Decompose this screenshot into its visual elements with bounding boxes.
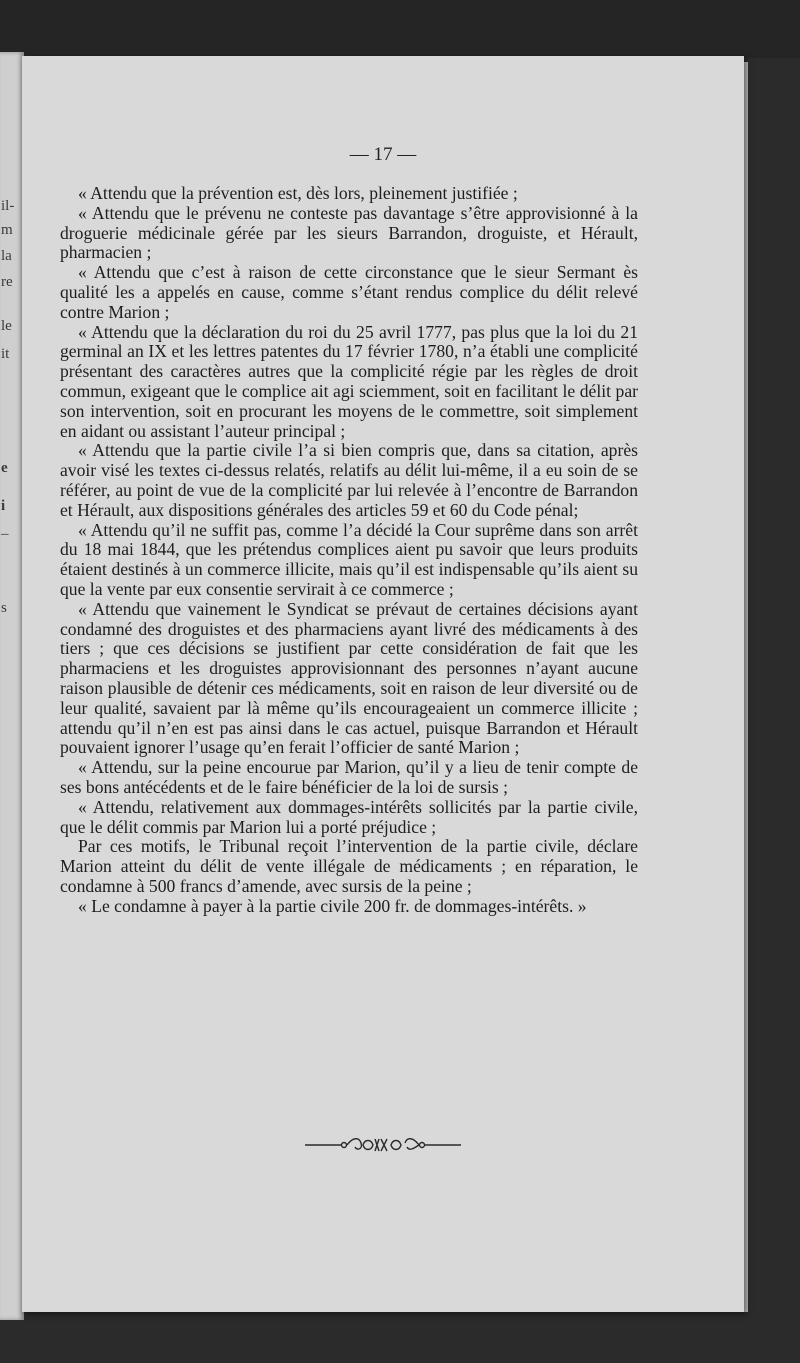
left-fragment: re	[1, 274, 13, 290]
left-fragment: il-	[1, 198, 15, 214]
left-fragment: –	[1, 526, 9, 542]
paragraph: « Attendu que la déclaration du roi du 25 avril 1777, pas plus que la loi du 21 germinal an IX et les lettres patentes du 17 février 1780, n’a établi une complicité présentant des caractères autres que la complicité régie par les règles de droit commun, exigeant que le complice ait agi sciemment, soit en facilitant le délit par son intervention, soit en procurant les moyens de le commettre, soit simplement en aidant ou assistant l’auteur principal ;	[60, 321, 638, 441]
paragraph: « Le condamne à payer à la partie civile 200 fr. de dommages-intérêts. »	[78, 895, 587, 916]
paragraph: Par ces motifs, le Tribunal reçoit l’intervention de la partie civile, déclare Marion atteint du délit de vente illégale de médicaments ; en réparation, le condamne à 500 francs d’amende, avec sursis de la peine ;	[60, 836, 638, 896]
left-fragment: e	[1, 460, 8, 476]
paragraph: « Attendu qu’il ne suffit pas, comme l’a décidé la Cour suprême dans son arrêt du 18 mai 1844, que les prétendus complices aient pu savoir que leurs produits étaient destinés à un commerce illicite, mais qu’il est indispensable qu’ils aient su que la vente par eux consentie servirait à ce commerce ;	[60, 519, 638, 599]
left-fragment: m	[1, 222, 13, 238]
paragraph: « Attendu que la partie civile l’a si bien compris que, dans sa citation, après avoir visé les textes ci-dessus relatés, relatifs au délit lui-même, il a eu soin de se référer, au point de vue de la complicité par lui relevée à l’encontre de Barrandon et Hérault, aux dispositions générales des articles 59 et 60 du Code pénal;	[60, 440, 638, 520]
scan-background	[0, 0, 800, 58]
adjacent-page-edge	[0, 52, 24, 1320]
left-fragment: s	[1, 600, 7, 616]
paragraph: « Attendu, relativement aux dommages-intérêts sollicités par la partie civile, que le délit commis par Marion lui a porté préjudice ;	[60, 796, 638, 837]
paragraph: « Attendu que la prévention est, dès lors, pleinement justifiée ;	[78, 183, 518, 203]
paragraph: « Attendu que c’est à raison de cette circonstance que le sieur Sermant ès qualité les a appelés en cause, comme s’étant rendus complice du délit relevé contre Marion ;	[60, 262, 638, 322]
left-fragment: la	[1, 248, 12, 264]
body-text	[60, 184, 638, 916]
left-fragment: le	[1, 318, 12, 334]
fleuron-ornament-icon	[22, 1133, 744, 1161]
left-fragment: i	[1, 498, 6, 514]
page-number: — 17 —	[349, 144, 417, 165]
left-fragment: it	[1, 346, 10, 362]
paragraph: « Attendu, sur la peine encourue par Marion, qu’il y a lieu de tenir compte de ses bons antécédents et de le faire bénéficier de la loi de sursis ;	[60, 757, 638, 797]
document-page	[22, 56, 744, 1312]
paragraph: « Attendu que vainement le Syndicat se prévaut de certaines décisions ayant condamné des droguistes et des pharmaciens ayant livré des médicaments à des tiers ; que ces décisions se justifient par cette considération de fait que les pharmaciens et les droguistes approvisionnant des personnes n’ayant aucune raison plausible de détenir ces médicaments, soit en raison de leur diversité ou de leur qualité, savaient par là même qu’ils encourageaient un commerce illicite ; attendu qu’il n’en est pas ainsi dans le cas actuel, puisque Barrandon et Hérault pouvaient ignorer l’usage qu’en ferait l’officier de santé Marion ;	[60, 598, 638, 758]
paragraph: « Attendu que le prévenu ne conteste pas davantage s’être approvisionné à la droguerie médicinale gérée par les sieurs Barrandon, droguiste, et Hérault, pharmacien ;	[60, 202, 638, 263]
